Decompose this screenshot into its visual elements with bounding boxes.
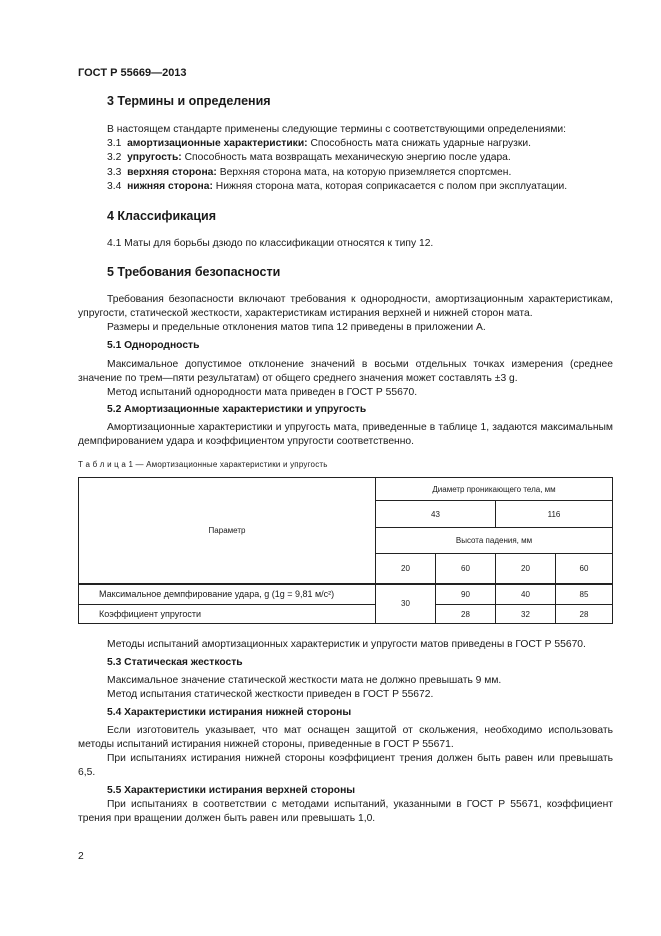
s55-title: 5.5 Характеристики истирания верхней стороны — [107, 785, 356, 796]
s53-p1: Максимальное значение статической жесткости мата не должно превышать 9 мм. — [107, 675, 502, 686]
th-h: 20 — [496, 554, 556, 584]
cell: 40 — [496, 584, 556, 605]
after-table: Методы испытаний амортизационных характеристик и упругости матов приведены в ГОСТ Р 55670. — [107, 639, 586, 650]
cell: 28 — [436, 605, 496, 624]
row2-label: Коэффициент упругости — [79, 605, 376, 624]
s51-title: 5.1 Однородность — [107, 340, 200, 351]
term-3-4: 3.4 нижняя сторона: Нижняя сторона мата, которая соприкасается с полом при эксплуатации. — [107, 181, 568, 192]
s54-p1: Если изготовитель указывает, что мат оснащен защитой от скольжения, необходимо использовать методы испытаний истирания нижней стороны, приведенные в ГОСТ Р 55671. — [78, 725, 613, 750]
th-diam: Диаметр проникающего тела, мм — [376, 478, 613, 501]
page-number: 2 — [78, 851, 84, 862]
term-3-1: 3.1 амортизационные характеристики: Способность мата снижать ударные нагрузки. — [107, 138, 531, 149]
s51-p2: Метод испытаний однородности мата приведен в ГОСТ Р 55670. — [107, 387, 418, 398]
s53-title: 5.3 Статическая жесткость — [107, 657, 243, 668]
th-h: 20 — [376, 554, 436, 584]
s4-p1: 4.1 Маты для борьбы дзюдо по классификации относятся к типу 12. — [107, 238, 434, 249]
s51-p1: Максимальное допустимое отклонение значений в восьми отдельных точках измерения (среднее значение по трем—пяти результатам) от общего среднего значения может составлять ±3 g. — [78, 359, 613, 384]
th-param: Параметр — [79, 478, 376, 584]
term-3-2: 3.2 упругость: Способность мата возвращать механическую энергию после удара. — [107, 152, 511, 163]
cell: 85 — [556, 584, 613, 605]
th-d1: 43 — [376, 501, 496, 528]
th-height: Высота падения, мм — [376, 528, 613, 554]
cell: 90 — [436, 584, 496, 605]
s3-intro: В настоящем стандарте применены следующие термины с соответствующими определениями: — [107, 124, 567, 135]
th-d2: 116 — [496, 501, 613, 528]
th-h: 60 — [436, 554, 496, 584]
cell: 28 — [556, 605, 613, 624]
section-4-title: 4 Классификация — [107, 209, 217, 223]
shared-value: 30 — [376, 584, 436, 624]
row1-label: Максимальное демпфирование удара, g (1g = 9,81 м/с²) — [79, 584, 376, 605]
table-caption: Т а б л и ц а 1 — Амортизационные характеристики и упругость — [78, 460, 328, 469]
th-h: 60 — [556, 554, 613, 584]
s5-p2: Размеры и предельные отклонения матов типа 12 приведены в приложении А. — [107, 322, 486, 333]
s55-p1: При испытаниях в соответствии с методами испытаний, указанными в ГОСТ Р 55671, коэффициент трения при вращении должен быть равен или превышать 1,0. — [78, 799, 613, 824]
doc-header: ГОСТ Р 55669—2013 — [78, 67, 187, 79]
section-3-title: 3 Термины и определения — [107, 94, 271, 108]
section-5-title: 5 Требования безопасности — [107, 265, 281, 279]
cell: 32 — [496, 605, 556, 624]
s52-title: 5.2 Амортизационные характеристики и упругость — [107, 404, 367, 415]
s53-p2: Метод испытания статической жесткости приведен в ГОСТ Р 55672. — [107, 689, 434, 700]
table-1 — [78, 477, 613, 624]
s54-title: 5.4 Характеристики истирания нижней стороны — [107, 707, 352, 718]
s54-p2: При испытаниях истирания нижней стороны коэффициент трения должен быть равен или превышать 6,5. — [78, 753, 613, 778]
s52-p1: Амортизационные характеристики и упругость мата, приведенные в таблице 1, задаются максимальным демпфированием удара и коэффициентом упругости соответственно. — [78, 422, 613, 447]
s5-p1: Требования безопасности включают требования к однородности, амортизационным характеристикам, упругости, статической жесткости, характеристикам истирания верхней и нижней сторон мата. — [78, 294, 613, 319]
term-3-3: 3.3 верхняя сторона: Верхняя сторона мата, на которую приземляется спортсмен. — [107, 167, 512, 178]
